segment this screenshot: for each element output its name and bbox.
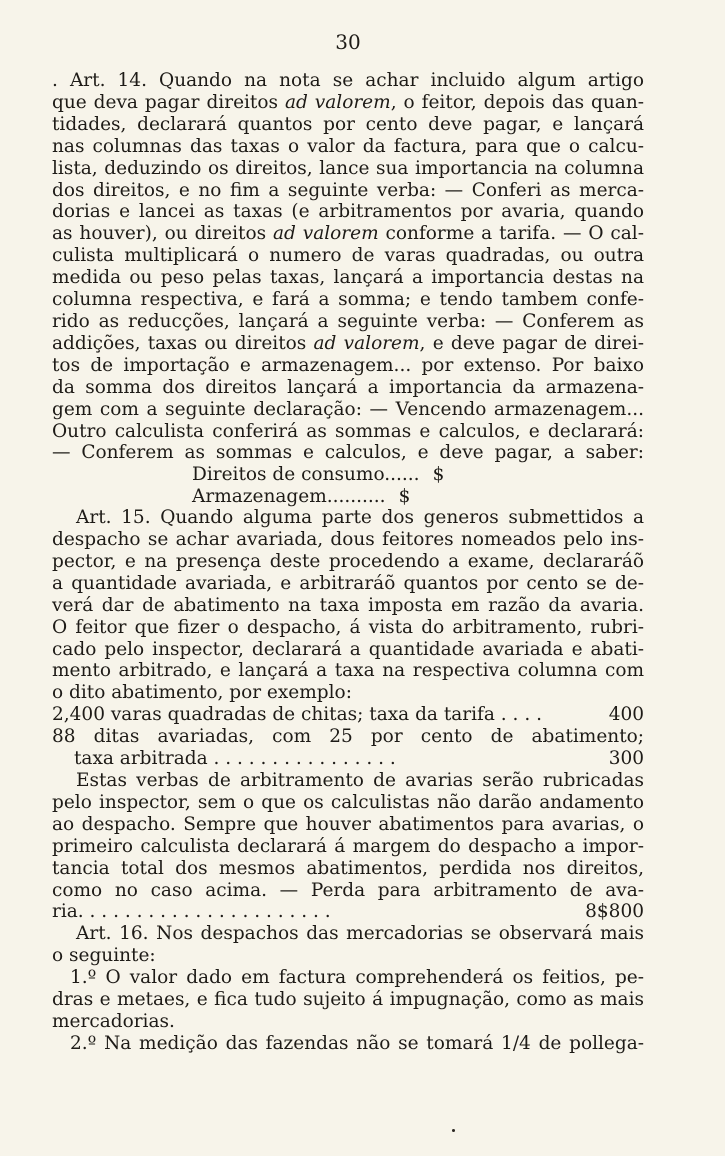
text-line: tidades, declarará quantos por cento deve pagar, e lançará <box>52 113 644 135</box>
text-line: da somma dos direitos lançará a importancia da armazena- <box>52 376 644 398</box>
text-line: Outro calculista conferirá as sommas e calculos, e declarará: <box>52 420 644 442</box>
sum-label: Armazenagem.......... <box>192 485 386 507</box>
text-line: verá dar de abatimento na taxa imposta em razão da avaria. <box>52 594 644 616</box>
list-item: 2.º Na medição das fazendas não se tomará 1/4 de pollega- <box>70 1032 644 1054</box>
text-line <box>52 333 644 355</box>
text-line: dos direitos, e no fim a seguinte verba: — Conferi as merca- <box>52 179 644 201</box>
sum-line <box>52 486 644 507</box>
text-line: o seguinte: <box>52 945 156 967</box>
text-line: dorias e lancei as taxas (e arbitramentos por avaria, quando <box>52 201 644 223</box>
example-line: 88 ditas avariadas, com 25 por cento de abatimento; <box>52 726 644 748</box>
example-text: taxa arbitrada . . . . . . . . . . . . . . . . <box>74 748 396 770</box>
example-line <box>52 901 644 923</box>
text-line: . Art. 14. Quando na nota se achar incluido algum artigo <box>52 70 644 91</box>
example-value: 400 <box>608 704 644 726</box>
document-page <box>52 30 644 1120</box>
example-text: ria. . . . . . . . . . . . . . . . . . . . . . <box>52 901 331 923</box>
text-span: , o feitor, depois das quan- <box>390 91 645 113</box>
text-span: que deva pagar direitos <box>52 91 285 113</box>
example-line <box>52 704 644 726</box>
ink-dot <box>452 1129 455 1132</box>
page-number: 30 <box>335 30 361 54</box>
text-line: lista, deduzindo os direitos, lance sua importancia na columna <box>52 157 644 179</box>
text-line: pector, e na presença deste procedendo a exame, declararáõ <box>52 550 644 572</box>
text-line: dras e metaes, e fica tudo sujeito á impugnação, como as mais <box>52 989 644 1011</box>
example-value: 8$800 <box>585 901 644 923</box>
text-line: culista multiplicará o numero de varas quadradas, ou outra <box>52 245 644 267</box>
text-line: medida ou peso pelas taxas, lançará a importancia destas na <box>52 267 644 289</box>
sum-value: $ <box>398 485 411 507</box>
article-14 <box>52 70 644 507</box>
text-line: cado pelo inspector, declarará a quantidade avariada e abati- <box>52 638 644 660</box>
text-line <box>52 92 644 114</box>
text-line: Art. 16. Nos despachos das mercadorias se observará mais <box>76 923 644 945</box>
text-line <box>52 223 644 245</box>
text-line: O feitor que fizer o despacho, á vista do arbitramento, rubri- <box>52 616 644 638</box>
text-line: mercadorias. <box>52 1010 175 1032</box>
example-text: 2,400 varas quadradas de chitas; taxa da tarifa . . . . <box>52 704 542 726</box>
example-line <box>52 748 644 770</box>
text-line: pelo inspector, sem o que os calculistas não darão andamento <box>52 791 644 813</box>
text-line: columna respectiva, e fará a somma; e tendo tambem confe- <box>52 289 644 311</box>
article-16 <box>52 923 644 1054</box>
article-15 <box>52 507 644 923</box>
text-line: rido as reducções, lançará a seguinte verba: — Conferem as <box>52 310 644 332</box>
text-line: a quantidade avariada, e arbitraráõ quantos por cento se de- <box>52 572 644 594</box>
example-value: 300 <box>608 748 644 770</box>
sum-label: Direitos de consumo...... <box>192 464 420 486</box>
list-item: 1.º O valor dado em factura comprehenderá os feitios, pe- <box>70 967 644 989</box>
sum-line <box>52 464 644 485</box>
italic-text: ad valorem <box>284 91 391 113</box>
text-span: addições, taxas ou direitos <box>52 332 314 354</box>
text-span: conforme a tarifa. — O cal- <box>378 223 644 245</box>
text-line: ao despacho. Sempre que houver abatimentos para avarias, o <box>52 813 644 835</box>
text-span: as houver), ou direitos <box>52 223 273 245</box>
text-line: nas columnas das taxas o valor da factura, para que o calcu- <box>52 135 644 157</box>
text-line: gem com a seguinte declaração: — Vencendo armazenagem... <box>52 398 644 420</box>
text-line: despacho se achar avariada, dous feitores nomeados pelo ins- <box>52 529 644 551</box>
italic-text: ad valorem <box>313 332 420 354</box>
text-line: — Conferem as sommas e calculos, e deve pagar, a saber: <box>52 442 644 464</box>
sum-value: $ <box>432 464 445 486</box>
text-line: tos de importação e armazenagem... por extenso. Por baixo <box>52 354 644 376</box>
italic-text: ad valorem <box>273 223 379 245</box>
text-line: o dito abatimento, por exemplo: <box>52 682 352 704</box>
text-line: mento arbitrado, e lançará a taxa na respectiva columna com <box>52 660 644 682</box>
text-line: como no caso acima. — Perda para arbitramento de ava- <box>52 879 644 901</box>
text-line: primeiro calculista declarará á margem do despacho a impor- <box>52 835 644 857</box>
text-line: tancia total dos mesmos abatimentos, perdida nos direitos, <box>52 857 644 879</box>
text-span: , e deve pagar de direi- <box>419 332 644 354</box>
text-line: Estas verbas de arbitramento de avarias serão rubricadas <box>76 770 644 791</box>
text-line: Art. 15. Quando alguma parte dos generos submettidos a <box>76 507 644 529</box>
